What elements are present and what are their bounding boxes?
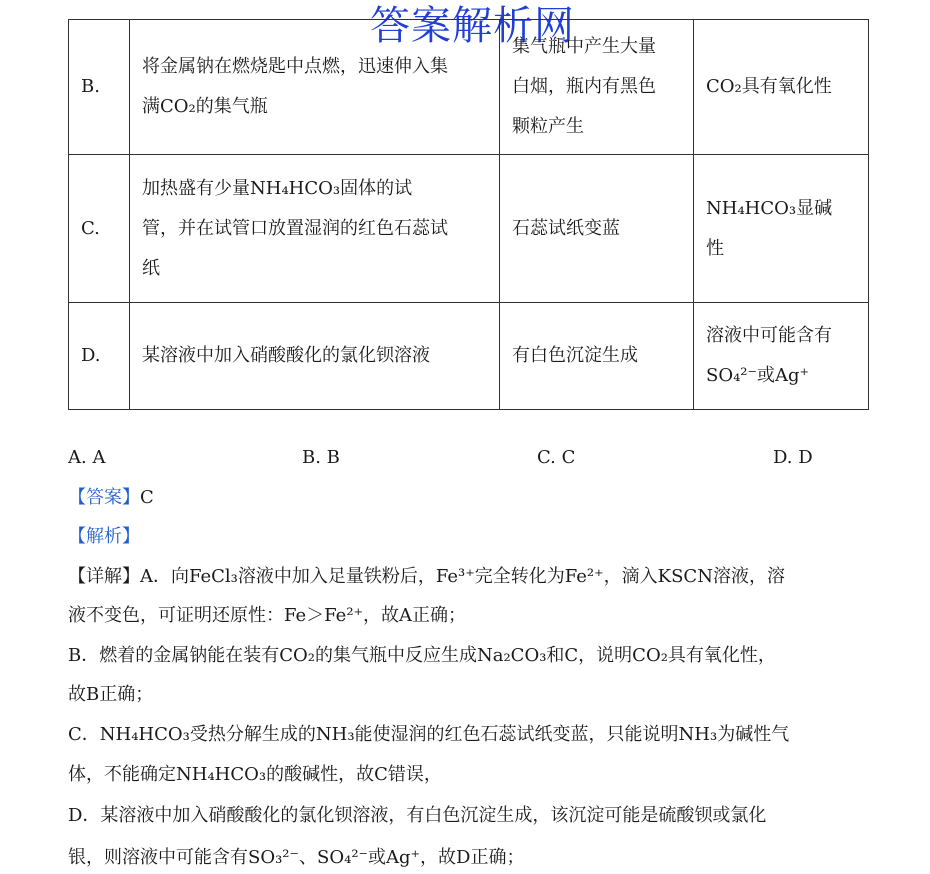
detail-line: C．NH₄HCO₃受热分解生成的NH₃能使湿润的红色石蕊试纸变蓝，只能说明NH₃为碱性气 <box>68 724 790 745</box>
choice-c: C. C <box>537 447 576 468</box>
cell-line: 溶液中可能含有 <box>706 325 832 346</box>
row-label: C. <box>69 155 130 303</box>
answer-value: C <box>140 487 154 508</box>
table-row <box>69 20 869 155</box>
table-row <box>69 303 869 410</box>
cell-line: 管，并在试管口放置湿润的红色石蕊试 <box>142 217 448 239</box>
detail-line: 液不变色，可证明还原性：Fe＞Fe²⁺，故A正确； <box>68 605 467 626</box>
conclusion-cell <box>694 303 869 410</box>
detail-line: 体，不能确定NH₄HCO₃的酸碱性，故C错误， <box>68 764 442 785</box>
row-label: D. <box>69 303 130 410</box>
cell-line: 性 <box>706 237 724 259</box>
detail-line: B．燃着的金属钠能在装有CO₂的集气瓶中反应生成Na₂CO₃和C，说明CO₂具有氧化性， <box>68 645 776 666</box>
cell-line: CO₂具有氧化性 <box>706 76 832 97</box>
answer-tag: 【答案】 <box>68 487 140 508</box>
phenomenon-cell <box>500 20 694 155</box>
detail-line: 故B正确； <box>68 684 154 705</box>
cell-line: SO₄²⁻或Ag⁺ <box>706 365 810 386</box>
analysis-tag: 【解析】 <box>68 526 140 547</box>
cell-line: 满CO₂的集气瓶 <box>142 96 268 117</box>
choice-b: B. B <box>302 447 340 468</box>
detail-line: 【详解】A．向FeCl₃溶液中加入足量铁粉后，Fe³⁺完全转化为Fe²⁺，滴入KSCN溶液，溶 <box>68 566 785 587</box>
conclusion-cell <box>694 155 869 303</box>
row-label: B. <box>69 20 130 155</box>
cell-line: 有白色沉淀生成 <box>512 345 638 366</box>
analysis-heading <box>68 522 140 548</box>
cell-line: 集气瓶中产生大量 <box>512 36 656 57</box>
cell-line: 石蕊试纸变蓝 <box>512 217 620 239</box>
operation-cell <box>130 20 500 155</box>
cell-line: 加热盛有少量NH₄HCO₃固体的试 <box>142 177 413 199</box>
cell-line: 将金属钠在燃烧匙中点燃，迅速伸入集 <box>142 56 448 77</box>
question-table <box>68 19 869 410</box>
cell-line: 白烟，瓶内有黑色 <box>512 76 656 97</box>
answer-choices <box>0 447 930 471</box>
table-row <box>69 155 869 303</box>
phenomenon-cell <box>500 155 694 303</box>
conclusion-cell <box>694 20 869 155</box>
choice-d: D. D <box>773 447 813 468</box>
cell-line: 纸 <box>142 257 160 279</box>
detail-line: D．某溶液中加入硝酸酸化的氯化钡溶液，有白色沉淀生成，该沉淀可能是硫酸钡或氯化 <box>68 805 767 826</box>
cell-line: 颗粒产生 <box>512 116 584 137</box>
detail-line: 银，则溶液中可能含有SO₃²⁻、SO₄²⁻或Ag⁺，故D正确； <box>68 847 525 868</box>
watermark-logo: 答案解析网 <box>370 3 575 49</box>
phenomenon-cell <box>500 303 694 410</box>
choice-a: A. A <box>68 447 106 468</box>
operation-cell <box>130 303 500 410</box>
answer-line <box>68 483 154 509</box>
cell-line: 某溶液中加入硝酸酸化的氯化钡溶液 <box>142 345 430 366</box>
operation-cell <box>130 155 500 303</box>
cell-line: NH₄HCO₃显碱 <box>706 197 833 219</box>
